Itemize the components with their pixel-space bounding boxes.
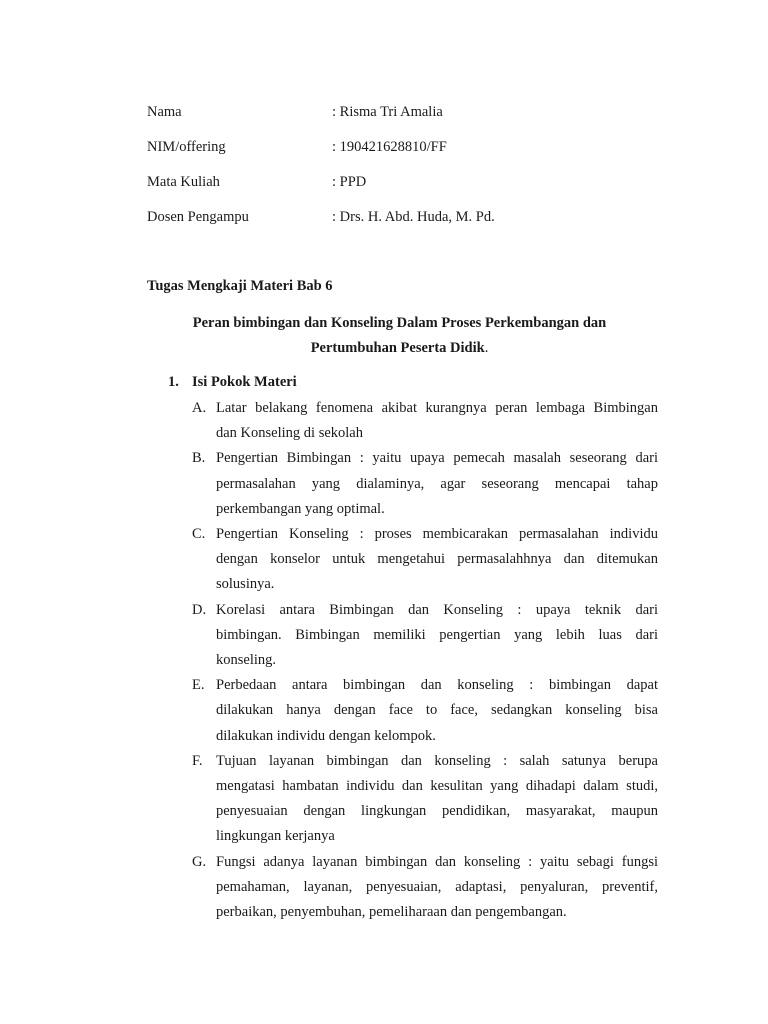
list-item-letter: F. [192, 752, 203, 769]
list-item-letter: D. [192, 601, 207, 618]
list-item [192, 396, 658, 446]
text-line: Fungsi adanya layanan bimbingan dan konseling : yaitu sebagi fungsi [216, 853, 658, 870]
list-item-letter: A. [192, 400, 207, 416]
text-line: lingkungan kerjanya [216, 828, 335, 845]
list-item [192, 850, 658, 926]
list-item-text [216, 850, 658, 926]
title-period: . [484, 340, 489, 356]
text-line: konseling. [216, 652, 277, 669]
text-line: Korelasi antara Bimbingan dan Konseling : upaya teknik dari [216, 601, 658, 618]
text-line: Pengertian Bimbingan : yaitu upaya pemecah masalah seseorang dari [216, 450, 658, 467]
list-item [192, 673, 658, 749]
text-line: permasalahan yang dialaminya, agar seseorang mencapai tahap [216, 475, 658, 492]
text-line: mengatasi hambatan individu dan kesulitan yang dihadapi dalam studi, [216, 778, 658, 795]
text-line: Tujuan layanan bimbingan dan konseling : salah satunya berupa [216, 752, 658, 769]
text-line: Latar belakang fenomena akibat kurangnya peran lembaga Bimbingan [216, 400, 658, 416]
section-title: Isi Pokok Materi [192, 374, 297, 390]
list-item [192, 598, 658, 674]
text-line: solusinya. [216, 576, 275, 593]
task-title: Tugas Mengkaji Materi Bab 6 [147, 278, 333, 294]
list-item [192, 522, 658, 598]
info-label: Nama [147, 104, 182, 120]
text-line: Pengertian Konseling : proses membicarakan permasalahan individu [216, 526, 658, 543]
list-item-text [216, 749, 658, 850]
title-line-2-text: Pertumbuhan Peserta Didik [310, 340, 485, 356]
text-line: Perbedaan antara bimbingan dan konseling : bimbingan dapat [216, 677, 658, 694]
info-value: : Risma Tri Amalia [332, 104, 443, 120]
text-line: dan Konseling di sekolah [216, 425, 363, 442]
title-line-1: Peran bimbingan dan Konseling Dalam Proses Perkembangan dan [192, 315, 607, 331]
info-value: : 190421628810/FF [332, 139, 447, 155]
list-item-letter: G. [192, 853, 207, 870]
material-list [192, 396, 658, 925]
info-label: NIM/offering [147, 139, 226, 155]
info-label: Dosen Pengampu [147, 209, 249, 225]
title-line-2 [147, 336, 652, 361]
list-item-text [216, 598, 658, 674]
text-line: penyesuaian dengan lingkungan pendidikan, masyarakat, maupun [216, 803, 658, 820]
list-item-text [216, 396, 658, 446]
document-title [147, 311, 652, 361]
text-line: bimbingan. Bimbingan memiliki pengertian yang lebih luas dari [216, 626, 658, 643]
info-label: Mata Kuliah [147, 174, 220, 190]
text-line: perbaikan, penyembuhan, pemeliharaan dan pengembangan. [216, 904, 567, 921]
list-item-letter: E. [192, 677, 205, 694]
list-item-letter: C. [192, 526, 206, 543]
text-line: dilakukan hanya dengan face to face, sedangkan konseling bisa [216, 702, 658, 719]
text-line: dilakukan individu dengan kelompok. [216, 727, 436, 744]
text-line: pemahaman, layanan, penyesuaian, adaptasi, penyaluran, preventif, [216, 878, 658, 895]
section-number: 1. [168, 374, 179, 390]
list-item-text [216, 522, 658, 598]
info-value: : PPD [332, 174, 367, 190]
info-value: : Drs. H. Abd. Huda, M. Pd. [332, 209, 495, 225]
list-item-text [216, 673, 658, 749]
text-line: perkembangan yang optimal. [216, 500, 385, 517]
list-item [192, 749, 658, 850]
list-item-letter: B. [192, 450, 206, 467]
section-heading [168, 372, 297, 392]
list-item [192, 446, 658, 522]
text-line: dengan konselor untuk mengetahui permasalahhnya dan ditemukan [216, 551, 658, 568]
list-item-text [216, 446, 658, 522]
